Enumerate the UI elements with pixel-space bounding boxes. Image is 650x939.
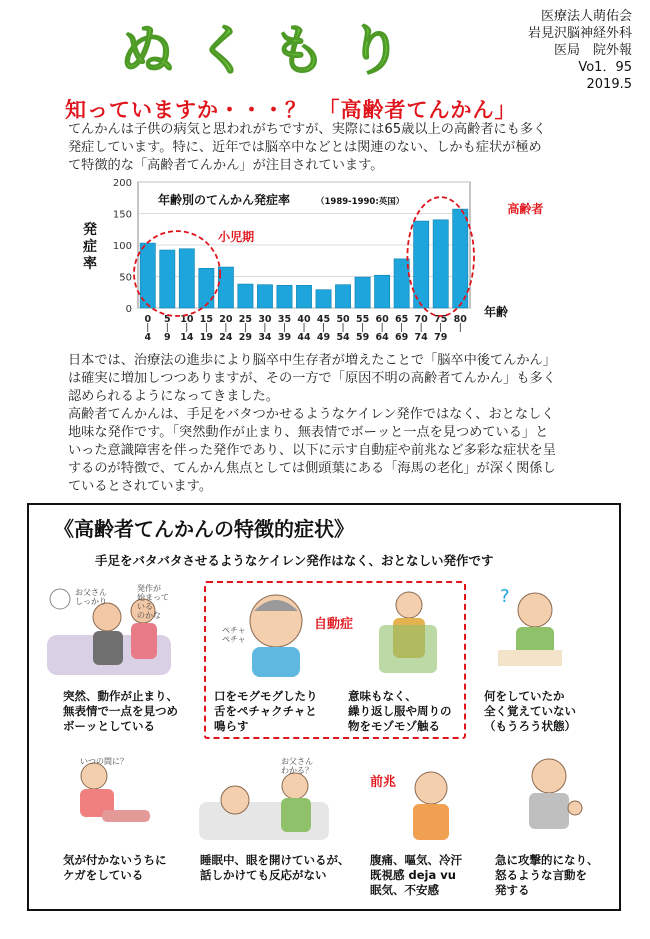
x-tick-separator: | xyxy=(302,323,306,333)
bar-40-44 xyxy=(296,285,311,308)
bar-50-54 xyxy=(335,285,350,308)
symptom-caption: 睡眠中、眼を開けているが、 話しかけても反応がない xyxy=(200,853,350,882)
speech-bubble-text: お父さんしっかり xyxy=(75,588,107,606)
x-tick-separator: | xyxy=(224,323,228,333)
x-tick-separator: | xyxy=(204,323,208,333)
x-tick-label: 4 xyxy=(144,332,152,343)
bar-15-19 xyxy=(199,268,214,308)
aura-illustration xyxy=(385,762,475,847)
body-paragraph xyxy=(68,352,596,496)
text-line: て特徴的な「高齢者てんかん」が注目されています。 xyxy=(68,158,384,173)
x-tick-label: 54 xyxy=(336,332,350,343)
org-line: 岩見沢脳神経外科 xyxy=(527,26,632,41)
x-tick-label: 79 xyxy=(434,332,448,343)
intro-paragraph xyxy=(68,121,596,175)
x-tick-separator: | xyxy=(341,323,345,333)
fidgeting-illustration xyxy=(355,585,453,680)
speech-bubble-text: お父さんわかる？ xyxy=(281,757,313,775)
symptom-caption: 気が付かないうちに ケガをしている xyxy=(63,853,167,882)
x-tick-separator: | xyxy=(439,323,443,333)
x-tick-label: 24 xyxy=(219,332,233,343)
symptom-caption: 意味もなく、 繰り返し服や周りの 物をモゾモゾ触る xyxy=(348,689,452,733)
x-tick-label: 59 xyxy=(355,332,370,343)
text-line: 日本では、治療法の進歩により脳卒中生存者が増えたことで「脳卒中後てんかん」 xyxy=(68,353,556,368)
x-tick-separator: | xyxy=(322,323,326,333)
symptom-caption: 腹痛、嘔気、冷汗 既視感 deja vu 眠気、不安感 xyxy=(370,853,462,897)
x-tick-label: 50 xyxy=(336,314,350,325)
y-axis-label: 発 xyxy=(83,222,97,238)
x-tick-label: 14 xyxy=(180,332,194,343)
org-line: 医療法人萌佑会 xyxy=(540,9,632,24)
issue-date: 2019.5 xyxy=(586,77,632,92)
x-tick-label: 45 xyxy=(316,314,331,325)
x-tick-label: 29 xyxy=(238,332,253,343)
text-line: 地味な発作です。「突然動作が止まり、無表情でボーッと一点を見つめている」と xyxy=(68,425,549,440)
x-tick-label: 74 xyxy=(414,332,428,343)
x-tick-label: 19 xyxy=(199,332,213,343)
x-tick-separator: | xyxy=(361,323,365,333)
x-axis-label: 年齢 xyxy=(484,305,509,319)
bar-25-29 xyxy=(238,284,253,308)
annotation-label: 小児期 xyxy=(218,230,255,245)
bar-35-39 xyxy=(277,285,292,308)
x-tick-label: 55 xyxy=(355,314,370,325)
x-tick-separator: | xyxy=(419,323,423,333)
svg-text:?: ? xyxy=(500,586,510,607)
y-tick-label: 0 xyxy=(125,304,132,315)
org-line: 医局 院外報 xyxy=(553,43,632,58)
x-tick-label: 69 xyxy=(395,332,409,343)
chart-title: 年齢別のてんかん発症率 xyxy=(158,193,291,207)
speech-bubble-text: ペチャペチャ xyxy=(222,626,246,644)
x-tick-label: 35 xyxy=(277,314,292,325)
x-tick-label: 44 xyxy=(297,332,311,343)
x-tick-separator: | xyxy=(282,323,286,333)
text-line: 発症しています。特に、近年では脳卒中などとは関連のない、しかも症状が極め xyxy=(68,140,542,155)
text-line: てんかんは子供の病気と思われがちですが、実際には65歳以上の高齢者にも多く xyxy=(68,122,547,137)
x-tick-label: 34 xyxy=(258,332,272,343)
x-tick-label: 49 xyxy=(316,332,331,343)
y-tick-label: 100 xyxy=(112,241,132,252)
x-tick-label: 20 xyxy=(219,314,233,325)
bar-30-34 xyxy=(257,285,272,308)
x-tick-label: 30 xyxy=(258,314,272,325)
y-axis-label: 症 xyxy=(83,239,97,255)
symptoms-title: 《高齢者てんかんの特徴的症状》 xyxy=(54,517,354,541)
confusion-illustration xyxy=(490,580,580,675)
automatism-label: 自動症 xyxy=(314,617,354,632)
x-tick-label: 65 xyxy=(395,314,409,325)
x-tick-separator: | xyxy=(458,323,462,333)
x-tick-separator: | xyxy=(263,323,267,333)
x-tick-separator: | xyxy=(243,323,247,333)
bar-5-9 xyxy=(160,250,175,308)
x-tick-separator: | xyxy=(165,323,169,333)
newsletter-logo: ぬくもり xyxy=(120,18,424,82)
y-tick-label: 150 xyxy=(112,209,132,221)
speech-bubble-text: いつの間に？ xyxy=(80,757,128,766)
x-tick-label: 64 xyxy=(375,332,389,343)
x-tick-separator: | xyxy=(185,323,189,333)
x-tick-separator: | xyxy=(146,323,150,333)
y-tick-label: 50 xyxy=(119,272,132,284)
bar-55-59 xyxy=(355,277,370,308)
text-line: 認められるようになってきました。 xyxy=(68,389,279,404)
symptoms-subtitle: 手足をバタバタさせるようなケイレン発作はなく、おとなしい発作です xyxy=(95,553,494,568)
bar-60-64 xyxy=(375,275,390,308)
symptom-caption: 何をしていたか 全く覚えていない （もうろう状態） xyxy=(484,689,576,733)
x-tick-label: 5 xyxy=(163,314,171,325)
text-line: するのが特徴で、てんかん焦点としては側頭葉にある「海馬の老化」が深く関係し xyxy=(68,461,556,476)
symptom-caption: 急に攻撃的になり、 怒るような言動を 発する xyxy=(495,853,599,897)
x-tick-label: 9 xyxy=(163,332,171,343)
aggression-illustration xyxy=(505,748,595,843)
bar-45-49 xyxy=(316,290,331,308)
y-axis-label: 率 xyxy=(83,256,97,272)
bar-10-14 xyxy=(179,249,194,308)
x-tick-separator: | xyxy=(380,323,384,333)
x-tick-label: 75 xyxy=(434,314,448,325)
text-line: は確実に増加しつつありますが、その一方で「原因不明の高齢者てんかん」も多く xyxy=(68,371,556,386)
annotation-label: 高齢者 xyxy=(507,202,544,217)
text-line: ているとされています。 xyxy=(68,479,213,494)
bar-75-79 xyxy=(433,220,448,308)
x-tick-label: 25 xyxy=(238,314,253,325)
chart-title-note: （1989-1990:英国） xyxy=(316,197,405,207)
sleep-unresponsive-illustration xyxy=(195,752,335,847)
x-tick-label: 15 xyxy=(199,314,213,325)
x-tick-label: 70 xyxy=(414,314,428,325)
publisher-info xyxy=(482,8,632,93)
symptom-caption: 口をモグモグしたり 舌をペチャクチャと 鳴らす xyxy=(214,689,318,733)
aura-label: 前兆 xyxy=(370,775,397,790)
y-tick-label: 200 xyxy=(112,178,132,189)
blank-stare-illustration xyxy=(45,577,173,681)
speech-bubble-text: 発作が始まっているのかな xyxy=(137,584,169,620)
symptom-caption: 突然、動作が止まり、 無表情で一点を見つめ ボーッとしている xyxy=(63,689,178,733)
x-tick-label: 39 xyxy=(277,332,292,343)
article-headline: 知っていますか・・・？ 「高齢者てんかん」 xyxy=(65,98,517,122)
x-tick-separator: | xyxy=(400,323,404,333)
x-tick-label: 0 xyxy=(144,314,152,325)
x-tick-label: 80 xyxy=(453,314,467,325)
x-tick-label: 10 xyxy=(180,314,194,325)
x-tick-label: 40 xyxy=(297,314,311,325)
lip-smacking-illustration xyxy=(220,585,320,680)
unnoticed-injury-illustration xyxy=(50,752,160,847)
x-tick-label: 60 xyxy=(375,314,389,325)
bar-80 xyxy=(453,209,468,308)
text-line: いった意識障害を伴った発作であり、以下に示す自動症や前兆など多彩な症状を呈 xyxy=(68,443,556,458)
issue-number: Vo1．95 xyxy=(578,60,632,75)
incidence-by-age-chart xyxy=(60,172,544,347)
text-line: 高齢者てんかんは、手足をバタつかせるようなケイレン発作ではなく、おとなしく xyxy=(68,407,555,422)
